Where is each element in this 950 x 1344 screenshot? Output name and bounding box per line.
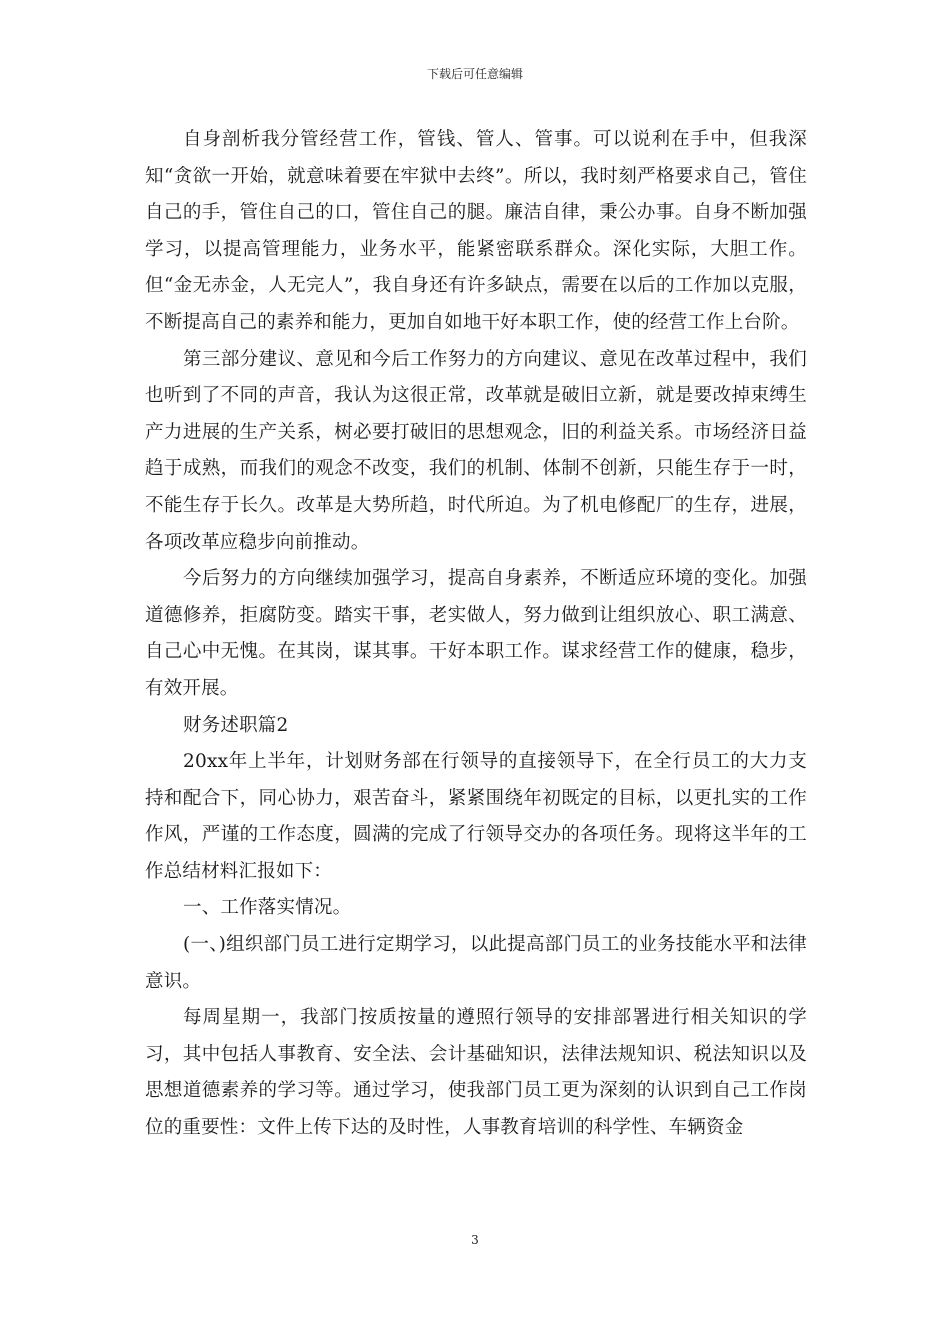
page-number: 3 <box>471 1233 479 1247</box>
section-heading-finance-report-2: 财务述职篇2 <box>183 714 289 736</box>
paragraph-part-three-suggestions: 第三部分建议、意见和今后工作努力的方向建议、意见在改革过程中，我们也听到了不同的声音，我认为这很正常，改革就是破旧立新，就是要改掉束缚生产力进展的生产关系，树必要打破旧的思想观念，旧的利益关系。市场经济日益趋于成熟，而我们的观念不改变，我们的机制、体制不创新，只能生存于一时，不能生存于长久。改革是大势所趋，时代所迫。为了机电修配厂的生存，进展，各项改革应稳步向前推动。 <box>145 348 807 553</box>
paragraph-staff-training: (一、)组织部门员工进行定期学习，以此提高部门员工的业务技能水平和法律意识。 <box>145 934 807 992</box>
paragraph-half-year-summary: 20xx年上半年，计划财务部在行领导的直接领导下，在全行员工的大力支持和配合下，同心协力，艰苦奋斗，紧紧围绕年初既定的目标，以更扎实的工作作风，严谨的工作态度，圆满的完成了行领导交办的各项任务。现将这半年的工作总结材料汇报如下： <box>145 751 807 882</box>
paragraph-future-direction: 今后努力的方向继续加强学习，提高自身素养，不断适应环境的变化。加强道德修养，拒腐防变。踏实干事，老实做人，努力做到让组织放心、职工满意、自己心中无愧。在其岗，谋其事。干好本职工作。谋求经营工作的健康，稳步，有效开展。 <box>145 568 807 699</box>
document-body <box>145 122 807 1147</box>
paragraph-self-analysis: 自身剖析我分管经营工作，管钱、管人、管事。可以说利在手中，但我深知“贪欲一开始，就意味着要在牢狱中去终”。所以，我时刻严格要求自己，管住自己的手，管住自己的口，管住自己的腿。廉洁自律，秉公办事。自身不断加强学习，以提高管理能力，业务水平，能紧密联系群众。深化实际，大胆工作。但“金无赤金，人无完人”，我自身还有许多缺点，需要在以后的工作加以克服，不断提高自己的素养和能力，更加自如地干好本职工作，使的经营工作上台阶。 <box>145 129 807 333</box>
page-header: 下载后可任意编辑 <box>426 67 523 81</box>
heading-work-implementation: 一、工作落实情况。 <box>183 897 352 919</box>
paragraph-weekly-study: 每周星期一，我部门按质按量的遵照行领导的安排部署进行相关知识的学习，其中包括人事教育、安全法、会计基础知识，法律法规知识、税法知识以及思想道德素养的学习等。通过学习，使我部门员工更为深刻的认识到自己工作岗位的重要性：文件上传下达的及时性，人事教育培训的科学性、车辆资金 <box>145 1007 807 1139</box>
